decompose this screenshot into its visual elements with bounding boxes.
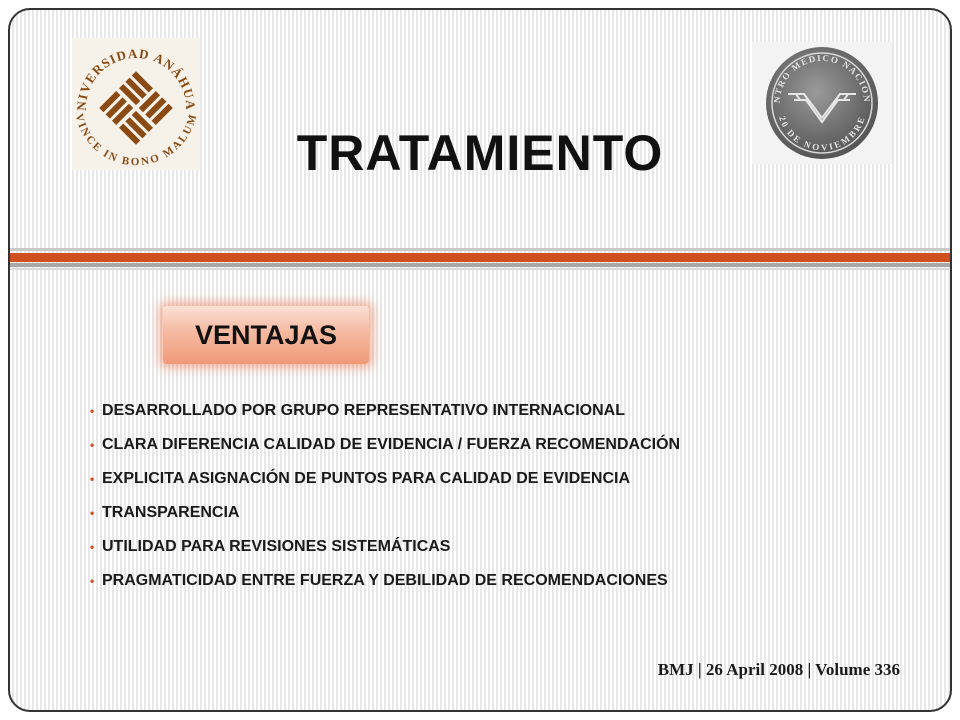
bullet-dot-icon: • [90, 472, 95, 486]
list-item [90, 530, 680, 564]
bullet-dot-icon: • [90, 404, 95, 418]
list-item [90, 428, 680, 462]
list-item [90, 496, 680, 530]
list-item [90, 564, 680, 598]
cmn-bottom-text: 20 DE NOVIEMBRE [777, 114, 867, 153]
bullet-dot-icon: • [90, 540, 95, 554]
list-item-text: CLARA DIFERENCIA CALIDAD DE EVIDENCIA / FUERZA RECOMENDACIÓN [102, 436, 681, 453]
slide [8, 8, 952, 712]
list-item-text: UTILIDAD PARA REVISIONES SISTEMÁTICAS [102, 538, 451, 555]
citation: BMJ | 26 April 2008 | Volume 336 [657, 660, 900, 679]
bullet-dot-icon: • [90, 506, 95, 520]
divider-band-orange [10, 253, 950, 262]
list-item-text: TRANSPARENCIA [102, 504, 240, 521]
anahuac-top-text: NIVERSIDAD ANÁHUA [73, 45, 199, 111]
list-item-text: EXPLICITA ASIGNACIÓN DE PUNTOS PARA CALIDAD DE EVIDENCIA [102, 470, 631, 487]
divider-line-bottom [10, 268, 950, 270]
bullet-dot-icon: • [90, 438, 95, 452]
anahuac-bottom-text: VINCE IN BONO MALUM [72, 112, 200, 169]
list-item-text: PRAGMATICIDAD ENTRE FUERZA Y DEBILIDAD DE RECOMENDACIONES [102, 572, 668, 589]
list-item [90, 462, 680, 496]
list-item [90, 394, 680, 428]
list-item-text: DESARROLLADO POR GRUPO REPRESENTATIVO INTERNACIONAL [102, 402, 625, 419]
advantages-list [90, 394, 680, 598]
divider-band-gray [10, 263, 950, 267]
ventajas-label: VENTAJAS [163, 306, 369, 364]
cmn-top-text: NTRO MEDICO NACION [771, 52, 873, 104]
divider-line-top [10, 248, 950, 251]
slide-title: TRATAMIENTO [296, 125, 664, 181]
bullet-dot-icon: • [90, 574, 95, 588]
